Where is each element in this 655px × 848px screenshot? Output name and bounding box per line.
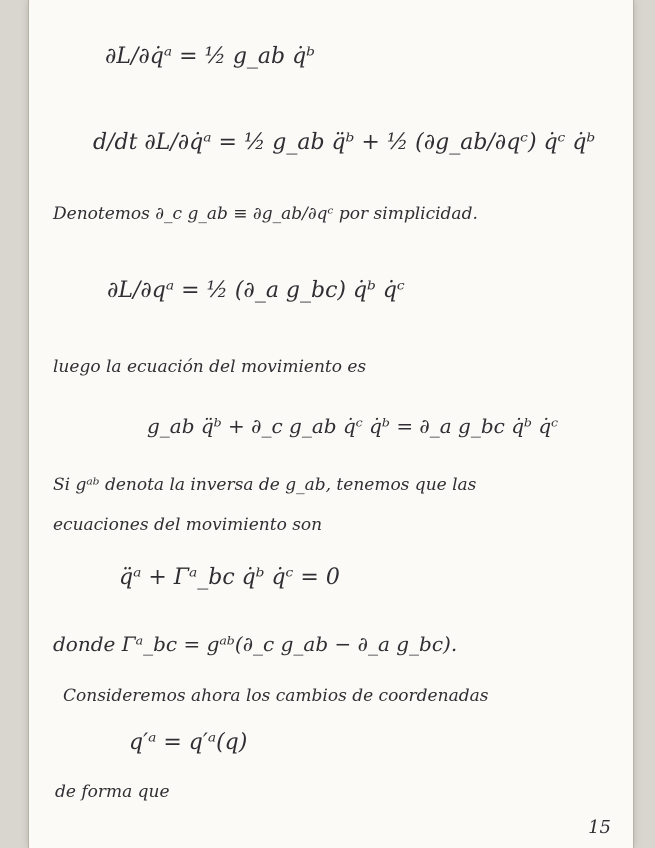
equation-line-2: d/dt ∂L/∂q̇ᵃ = ½ g_ab q̈ᵇ + ½ (∂g_ab/∂qᶜ) q̇ᶜ q̇ᵇ <box>93 130 596 155</box>
equation-line-12: q′ᵃ = q′ᵃ(q) <box>129 730 248 755</box>
text-line-5: luego la ecuación del movimiento es <box>53 357 367 377</box>
text-line-3: Denotemos ∂_c g_ab ≡ ∂g_ab/∂qᶜ por simplicidad. <box>53 204 478 224</box>
page-number: 15 <box>588 817 611 838</box>
equation-line-9: q̈ᵃ + Γᵃ_bc q̇ᵇ q̇ᶜ = 0 <box>119 565 340 590</box>
text-line-7: Si gᵃᵇ denota la inversa de g_ab, tenemos que las <box>53 475 477 495</box>
equation-line-4: ∂L/∂qᵃ = ½ (∂_a g_bc) q̇ᵇ q̇ᶜ <box>107 278 405 303</box>
text-line-8: ecuaciones del movimiento son <box>53 515 323 535</box>
text-line-13: de forma que <box>55 782 170 802</box>
notebook-page <box>28 0 634 848</box>
equation-line-10: donde Γᵃ_bc = gᵃᵇ(∂_c g_ab − ∂_a g_bc). <box>53 632 458 656</box>
text-line-11: Consideremos ahora los cambios de coordenadas <box>63 686 489 706</box>
equation-line-1: ∂L/∂q̇ᵃ = ½ g_ab q̇ᵇ <box>105 44 316 69</box>
equation-line-6: g_ab q̈ᵇ + ∂_c g_ab q̇ᶜ q̇ᵇ = ∂_a g_bc q̇ᵇ q̇ᶜ <box>147 414 559 438</box>
